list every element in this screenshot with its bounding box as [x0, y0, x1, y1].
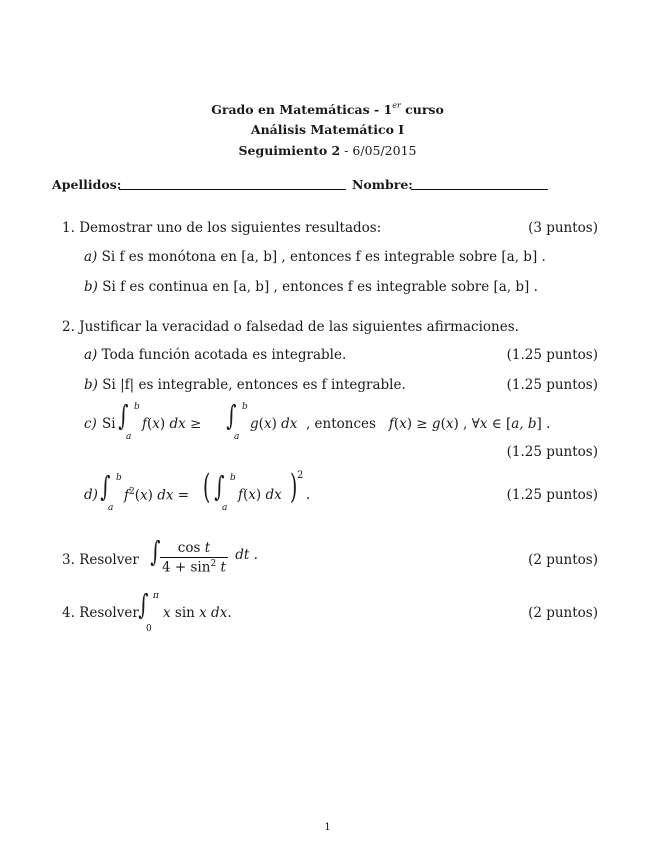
surname-label: Apellidos:: [52, 177, 122, 192]
integral-sign: ∫: [214, 470, 225, 503]
name-label: Nombre:: [352, 177, 413, 192]
q2-item-a: a) Toda función acotada es integrable.: [84, 347, 347, 363]
name-blank[interactable]: [411, 189, 548, 190]
q1-points: (3 puntos): [528, 220, 598, 236]
integral-sign: ∫: [100, 470, 111, 503]
q3-points: (2 puntos): [528, 552, 598, 568]
q2-item-b-points: (1.25 puntos): [506, 377, 598, 393]
q2-item-a-points: (1.25 puntos): [506, 347, 598, 363]
q2-item-c-points: (1.25 puntos): [506, 444, 598, 460]
q2-item-b: b) Si |f| es integrable, entonces es f integrable.: [84, 377, 406, 393]
q2-item-d-points: (1.25 puntos): [506, 487, 598, 503]
q4-points: (2 puntos): [528, 605, 598, 621]
integral-sign: ∫: [226, 399, 237, 432]
integral-sign: ∫: [118, 399, 129, 432]
page-number: 1: [324, 822, 331, 833]
q1-item-a: a) Si f es monótona en [a, b] , entonces f es integrable sobre [a, b] .: [84, 249, 546, 265]
q2-statement: 2. Justificar la veracidad o falsedad de las siguientes afirmaciones.: [62, 319, 519, 335]
surname-blank[interactable]: [119, 189, 346, 190]
subject-title: Análisis Matemático I: [250, 122, 405, 137]
integral-sign: ∫: [150, 535, 161, 568]
course-title: Grado en Matemáticas - 1er curso: [211, 101, 444, 117]
q1-item-b: b) Si f es continua en [a, b] , entonces f es integrable sobre [a, b] .: [84, 279, 538, 295]
integral-sign: ∫: [138, 588, 149, 621]
exam-title: Seguimiento 2 - 6/05/2015: [238, 143, 417, 158]
q1-statement: 1. Demostrar uno de los siguientes resultados:: [62, 220, 382, 236]
